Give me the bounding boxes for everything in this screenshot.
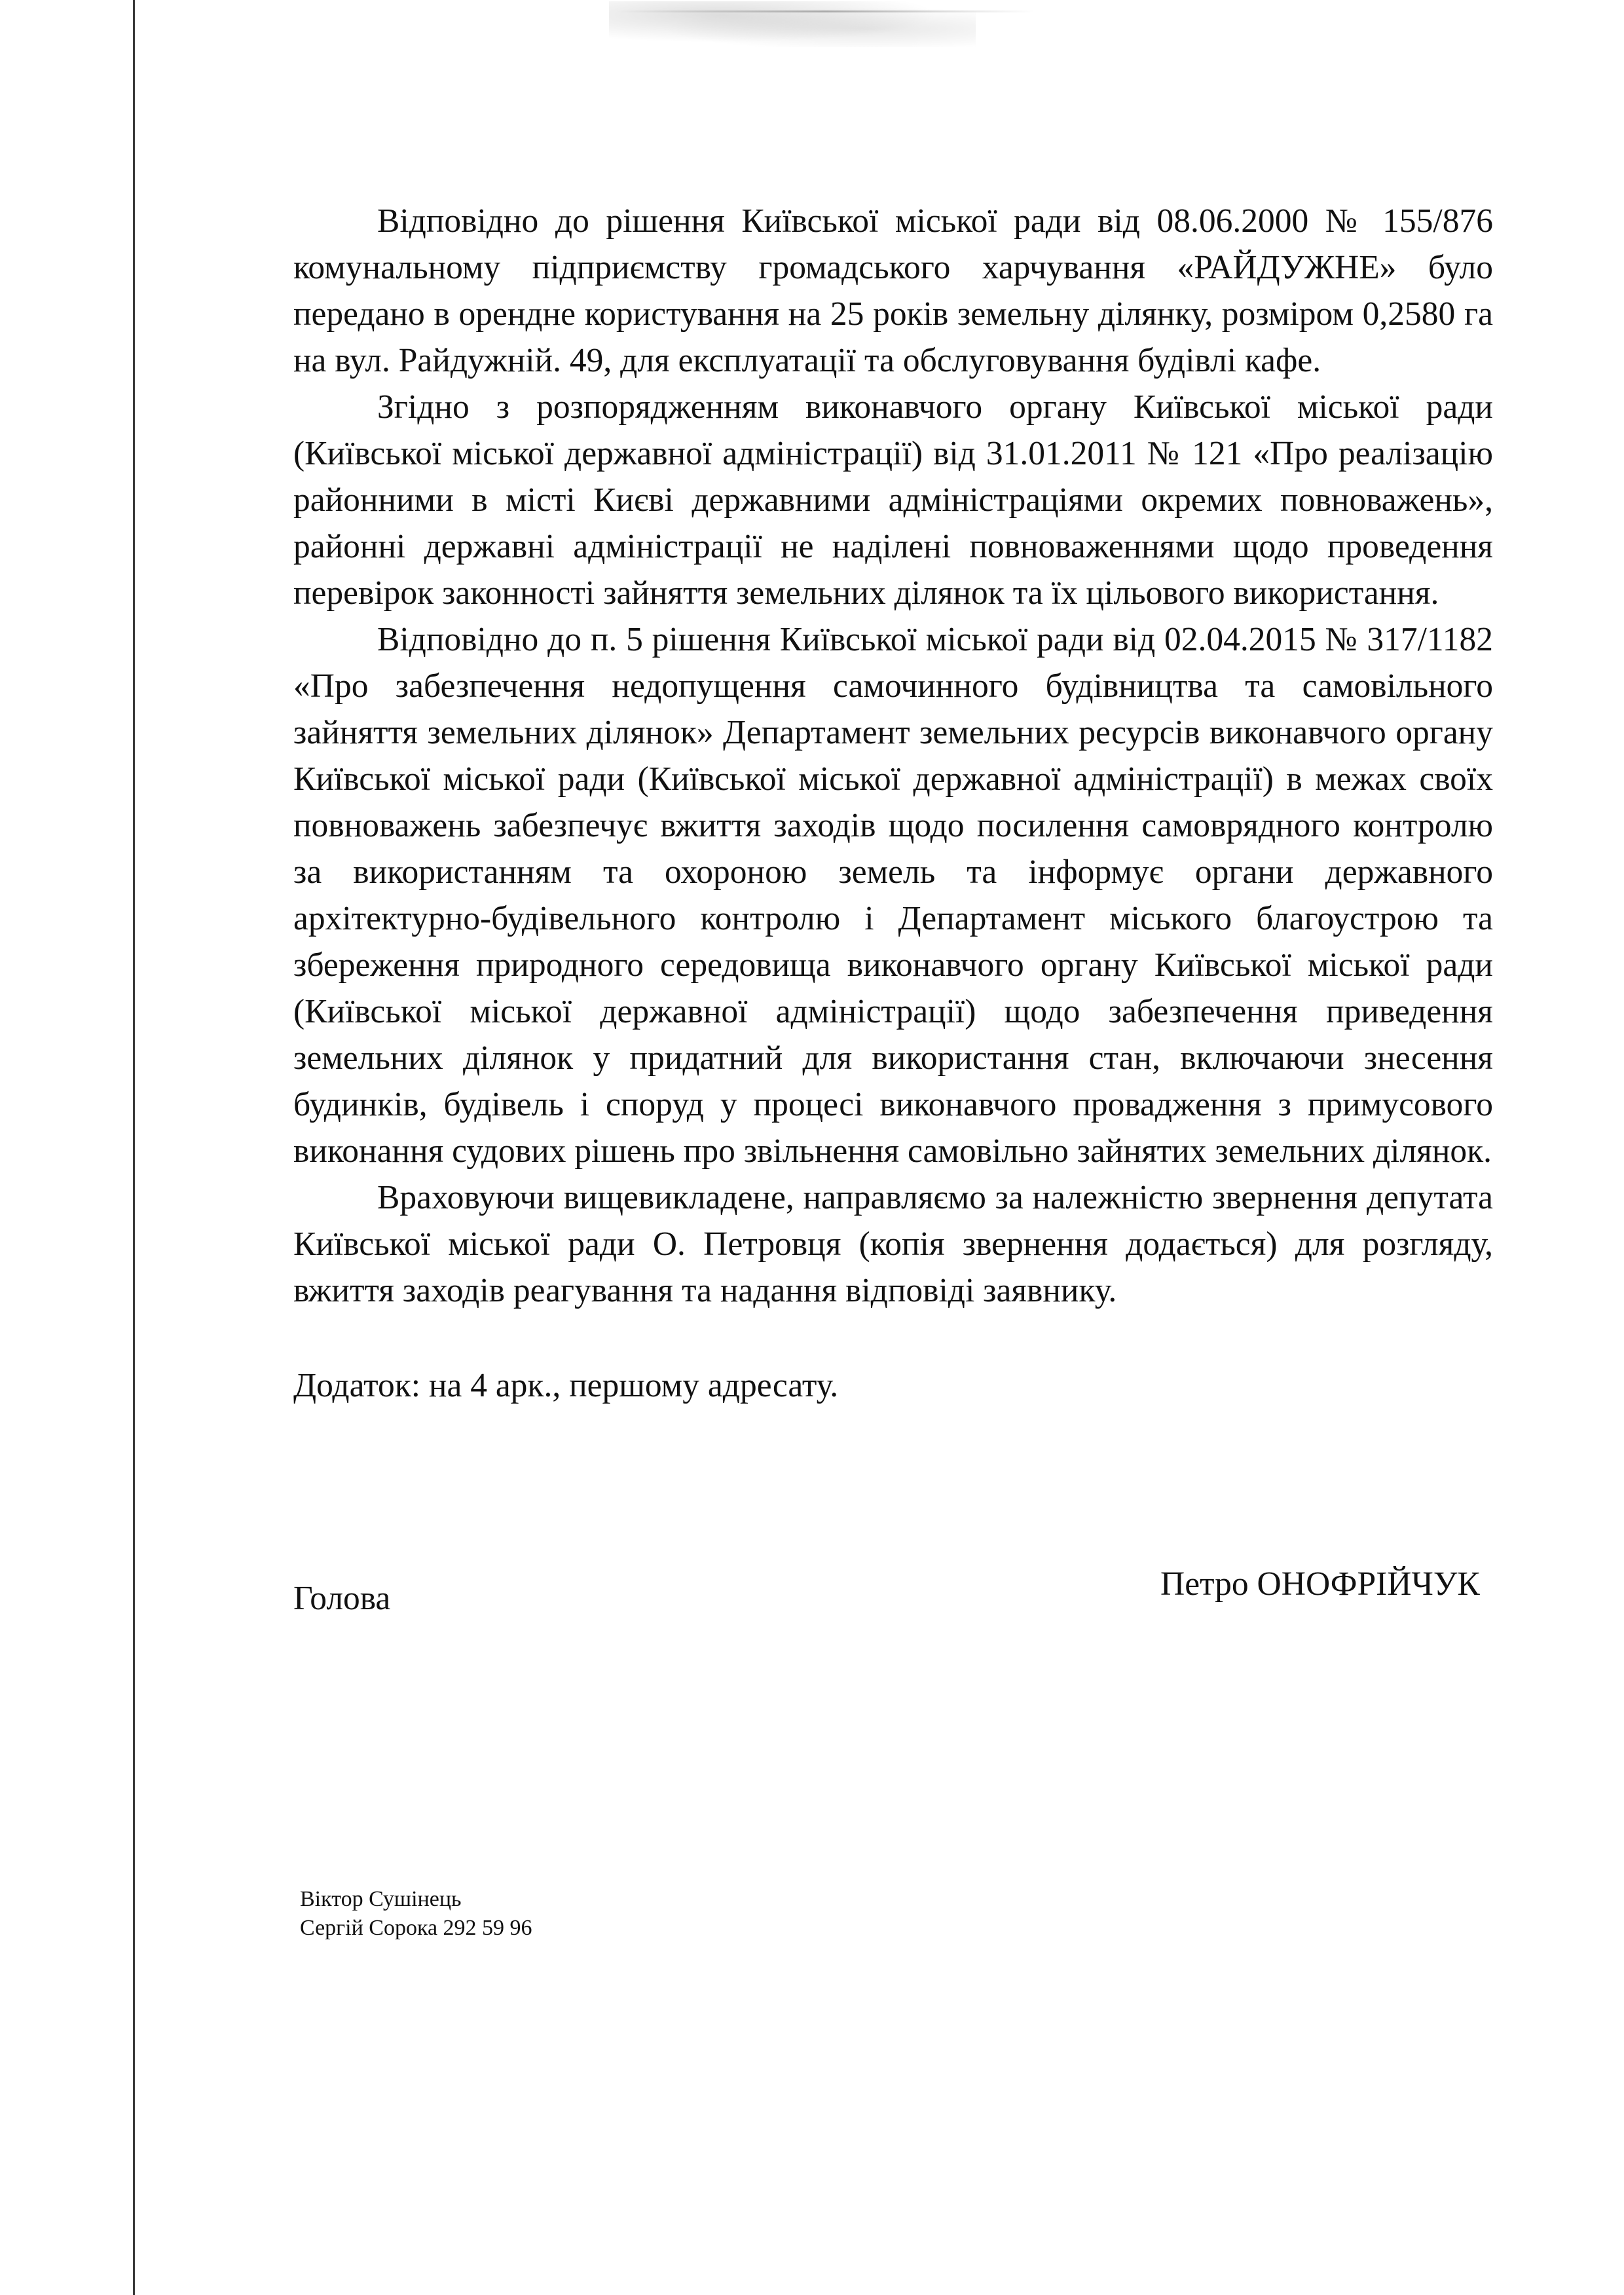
paragraph-lease: Відповідно до рішення Київської міської ради від 08.06.2000 № 155/876 комунальному підприємству громадського харчування «РАЙДУЖНЕ» було передано в орендне користування на 25 років земельну ділянку, розміром 0,2580 га на вул. Райдужній. 49, для експлуатації та обслуговування будівлі кафе. <box>293 202 1493 379</box>
letter-body <box>293 198 1493 1314</box>
contact-executor-phone: Сергій Сорока 292 59 96 <box>300 1916 532 1940</box>
contact-executor: Віктор Сушінець <box>300 1887 462 1911</box>
paragraph-decision-317: Відповідно до п. 5 рішення Київської міської ради від 02.04.2015 № 317/1182 «Про забезпечення недопущення самочинного будівництва та самовільного зайняття земельних ділянок» Департамент земельних ресурсів виконавчого органу Київської міської ради (Київської міської державної адміністрації) в межах своїх повноважень забезпечує вжиття заходів щодо посилення самоврядного контролю за використанням та охороною земель та інформує органи державного архітектурно-будівельного контролю і Департамент міського благоустрою та збереження природного середовища виконавчого органу Київської міської ради (Київської міської державної адміністрації) щодо забезпечення приведення земельних ділянок у придатний для використання стан, включаючи знесення будинків, будівель і споруд у процесі виконавчого провадження з примусового виконання судових рішень про звільнення самовільно зайнятих земельних ділянок. <box>293 621 1493 1170</box>
contact-block <box>300 1885 532 1943</box>
attachment-note: Додаток: на 4 арк., першому адресату. <box>293 1367 839 1404</box>
scan-artifact-line <box>616 10 1035 12</box>
paragraph-order-121: Згідно з розпорядженням виконавчого органу Київської міської ради (Київської міської державної адміністрації) від 31.01.2011 № 121 «Про реалізацію районними в місті Києві державними адміністраціями окремих повноважень», районні державні адміністрації не наділені повноваженнями щодо проведення перевірок законності зайняття земельних ділянок та їх цільового використання. <box>293 388 1493 612</box>
signer-name: Петро ОНОФРІЙЧУК <box>1160 1565 1480 1603</box>
scan-smudge <box>609 1 976 47</box>
paragraph-conclusion: Враховуючи вищевикладене, направляємо за належністю звернення депутата Київської міської ради О. Петровця (копія звернення додається) для розгляду, вжиття заходів реагування та надання відповіді заявнику. <box>293 1179 1493 1309</box>
signer-title: Голова <box>293 1580 391 1617</box>
scan-page-edge <box>133 0 135 2295</box>
